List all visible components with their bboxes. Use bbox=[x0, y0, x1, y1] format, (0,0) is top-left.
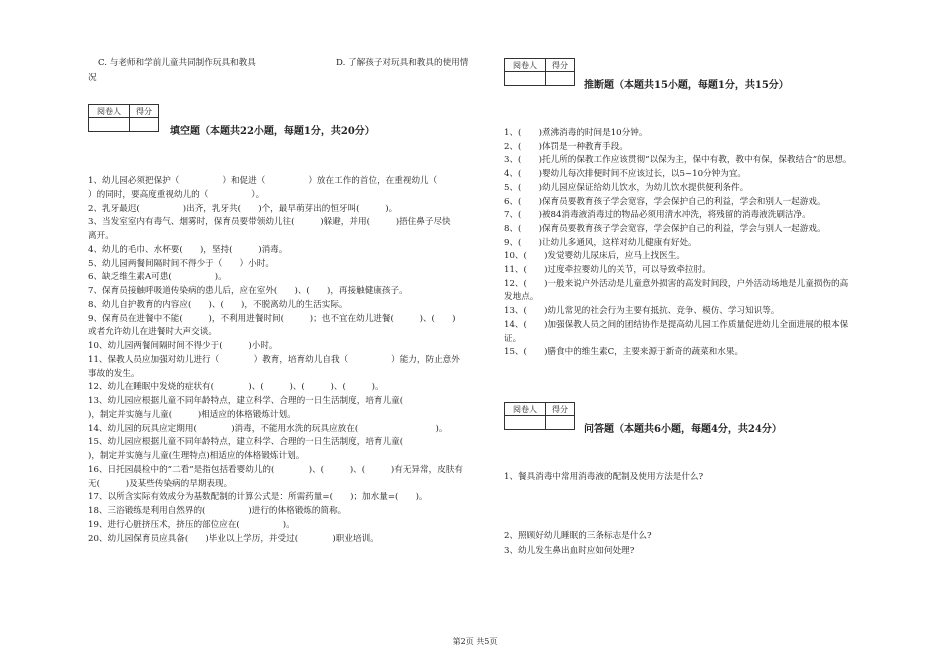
score-box-judge bbox=[504, 58, 575, 86]
question-line: 8、幼儿自护教育的内容应( )、( )，不脱离幼儿的生活实际。 bbox=[88, 299, 348, 310]
judge-section-title: 推断题（本题共15小题，每题1分，共15分） bbox=[584, 80, 789, 91]
question-line: 6、( )保育员要教育孩子学会宽容，学会保护自己的利益，学会和别人一起游戏。 bbox=[504, 196, 826, 207]
question-line: 13、幼儿园应根据儿童不同年龄特点，建立科学、合理的一日生活制度，培育儿童( bbox=[88, 396, 464, 406]
question-line: 10、幼儿园两餐间隔时间不得少于( )小时。 bbox=[88, 341, 278, 351]
question-line: 14、幼儿园的玩具应定期用( )消毒，不能用水洗的玩具应放在( )。 bbox=[88, 423, 448, 434]
question-line: 14、( )加强保教人员之间的团结协作是提高幼儿园工作质量促进幼儿全面进展的根本保 bbox=[504, 319, 849, 330]
question-line: 9、( )让幼儿多通风，这样对幼儿健康有好处。 bbox=[504, 237, 697, 248]
question-line: 7、( )被84消毒液消毒过的物品必须用清水冲洗，将残留的消毒液洗刷洁净。 bbox=[504, 210, 811, 221]
question-line: 17、以所含实际有效成分为基数配制的计算公式是：所需药量=( )；加水量=( )。 bbox=[88, 492, 428, 503]
score-label: 得分 bbox=[130, 105, 159, 118]
qa-question-2: 2、照顾好幼儿睡眠的三条标志是什么? bbox=[504, 531, 652, 541]
question-line: 5、幼儿园两餐间隔时间不得少于（ ）小时。 bbox=[88, 258, 274, 269]
fill-section-title: 填空题（本题共22小题，每题1分，共20分） bbox=[170, 126, 375, 137]
question-line: 15、( )膳食中的维生素C，主要来源于新奇的蔬菜和水果。 bbox=[504, 347, 744, 358]
qa-section-title: 问答题（本题共6小题，每题4分，共24分） bbox=[584, 424, 782, 435]
reviewer-label: 阅卷人 bbox=[505, 59, 546, 72]
score-cell[interactable] bbox=[546, 416, 575, 430]
question-line: 5、( )幼儿园应保证给幼儿饮水，为幼儿饮水提供便利条件。 bbox=[504, 182, 749, 193]
question-line: 18、三浴锻练是利用自然界的( )进行的体格锻炼的简称。 bbox=[88, 506, 347, 516]
question-line: 2、( )体罚是一种教育手段。 bbox=[504, 141, 628, 152]
question-line: 19、进行心脏挤压术，挤压的部位应在( )。 bbox=[88, 519, 295, 530]
question-line: 12、幼儿在睡眠中发烧的症状有( )、( )、( )、( )。 bbox=[88, 382, 384, 393]
score-cell[interactable] bbox=[546, 72, 575, 86]
question-line: 7、保育员接触呼吸道传染病的患儿后，应在室外( )、( )，再接触健康孩子。 bbox=[88, 286, 408, 296]
page-footer: 第2页 共5页 bbox=[452, 637, 498, 646]
question-line: 9、保育员在进餐中不能( )，不利用进餐时间( )；也不宜在幼儿进餐( )、( ) bbox=[88, 313, 456, 324]
score-box-fill bbox=[88, 104, 159, 132]
question-line: 1、( )煮沸消毒的时间是10分钟。 bbox=[504, 128, 648, 138]
score-cell[interactable] bbox=[130, 118, 159, 132]
question-line: 3、当发室室内有毒气、烟雾时，保育员要带领幼儿往( )躲避，并用( )捂住鼻子尽快 bbox=[88, 217, 451, 228]
question-line: 13、( )幼儿常见的社会行为主要有抵抗、竞争、模仿、学习知识等。 bbox=[504, 306, 780, 317]
reviewer-cell[interactable] bbox=[89, 118, 130, 132]
reviewer-label: 阅卷人 bbox=[89, 105, 130, 118]
question-line: 发地点。 bbox=[504, 292, 539, 303]
question-line: 16、日托园晨检中的“二看”是指包括看婴幼儿的( )、( )、( )有无异常，皮肤有 bbox=[88, 464, 463, 475]
question-line: 11、( )过度牵拉婴幼儿的关节，可以导致牵拉肘。 bbox=[504, 265, 711, 275]
qa-question-1: 1、餐具消毒中常用消毒液的配制及使用方法是什么? bbox=[504, 472, 704, 482]
question-line: 2、乳牙最迟( )出齐，乳牙共( )个，最早萌芽出的恒牙叫( )。 bbox=[88, 203, 398, 214]
score-label: 得分 bbox=[546, 403, 575, 416]
option-d-cont: 况 bbox=[88, 73, 97, 83]
question-line: 20、幼儿园保育员应具备( )毕业以上学历，并受过( )职业培训。 bbox=[88, 533, 379, 544]
option-c: C. 与老师和学前儿童共同制作玩具和教具 bbox=[98, 58, 256, 68]
question-line: ）的同时，要高度重视幼儿的（ ）。 bbox=[88, 189, 265, 200]
reviewer-cell[interactable] bbox=[505, 416, 546, 430]
question-line: 证。 bbox=[504, 333, 522, 344]
reviewer-cell[interactable] bbox=[505, 72, 546, 86]
option-d: D. 了解孩子对玩具和教具的使用情 bbox=[336, 58, 469, 68]
question-line: 无( )及某些传染病的早期表现。 bbox=[88, 478, 233, 489]
question-line: 1、幼儿园必须把保护（ ）和促进（ ）放在工作的首位，在重视幼儿（ bbox=[88, 176, 446, 186]
score-box-qa bbox=[504, 402, 575, 430]
reviewer-label: 阅卷人 bbox=[505, 403, 546, 416]
question-line: 10、( )发觉婴幼儿尿床后，应马上找医生。 bbox=[504, 251, 685, 262]
question-line: 11、保教人员应加强对幼儿进行（ ）教育，培育幼儿自我（ ）能力，防止意外 bbox=[88, 354, 460, 365]
question-line: 15、幼儿园应根据儿童不同年龄特点，建立科学、合理的一日生活制度，培育儿童( bbox=[88, 437, 464, 448]
question-line: 4、幼儿的毛巾、水杯要( )，坚持( )消毒。 bbox=[88, 244, 288, 255]
qa-question-3: 3、幼儿发生鼻出血时应如何处理? bbox=[504, 546, 635, 556]
question-line: 6、缺乏维生素A可患( )。 bbox=[88, 272, 227, 283]
question-line: )，制定并实施与儿童(生理特点)相适应的体格锻炼计划。 bbox=[88, 451, 305, 461]
question-line: )，制定并实施与儿童( )相适应的体格锻炼计划。 bbox=[88, 409, 296, 420]
question-line: 离开。 bbox=[88, 231, 114, 241]
question-line: 8、( )保育员要教育孩子学会宽容，学会保护自己的利益，学会与别人一起游戏。 bbox=[504, 223, 826, 234]
score-label: 得分 bbox=[546, 59, 575, 72]
question-line: 事故的发生。 bbox=[88, 368, 140, 379]
question-line: 或者允许幼儿在进餐时大声交谈。 bbox=[88, 327, 217, 338]
question-line: 12、( )一般来说户外活动是儿童意外损害的高发时间段，户外活动场地是儿童损伤的高 bbox=[504, 278, 849, 289]
question-line: 4、( )婴幼儿每次排便时间不应该过长，以5~10分钟为宜。 bbox=[504, 169, 747, 180]
question-line: 3、( )托儿所的保教工作应该贯彻“以保为主，保中有教，教中有保，保教结合”的思想。 bbox=[504, 155, 852, 166]
